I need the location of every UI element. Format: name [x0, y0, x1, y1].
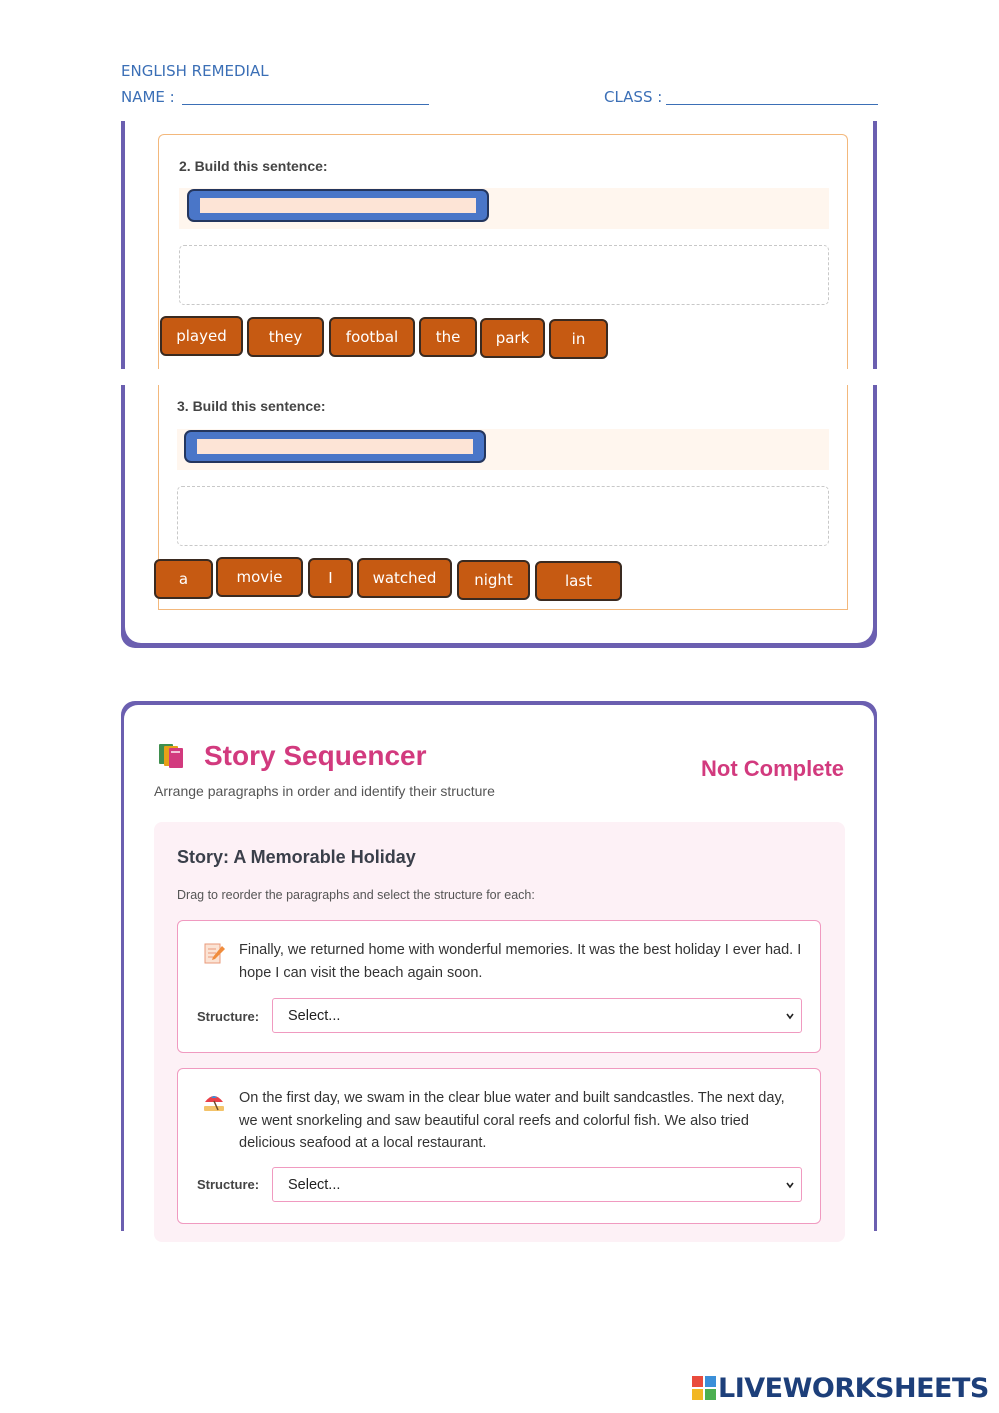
name-line[interactable]	[182, 104, 429, 105]
structure-select-value: Select...	[288, 1177, 341, 1193]
word-tile[interactable]: a	[154, 559, 213, 599]
brand-name: LIVEWORKSHEETS	[718, 1372, 989, 1404]
story-sequencer-subtitle: Arrange paragraphs in order and identify their structure	[154, 783, 495, 799]
class-line[interactable]	[666, 104, 878, 105]
beach-umbrella-icon	[202, 1089, 226, 1113]
memo-pencil-icon	[202, 941, 226, 965]
target-sentence-strip	[179, 188, 829, 229]
liveworksheets-grid-icon	[691, 1375, 717, 1401]
worksheet-title: ENGLISH REMEDIAL	[121, 62, 269, 80]
liveworksheets-logo	[691, 1372, 989, 1404]
chevron-down-icon	[785, 1180, 795, 1190]
structure-label: Structure:	[197, 1009, 260, 1024]
word-tile[interactable]: night	[457, 560, 530, 600]
story-sequencer-inner	[124, 705, 874, 1231]
structure-select-value: Select...	[288, 1008, 341, 1024]
story-sequencer-panel	[121, 701, 877, 1231]
story-title: Story: A Memorable Holiday	[177, 847, 416, 867]
word-tile[interactable]: the	[419, 317, 477, 357]
word-tile[interactable]: footbal	[329, 317, 415, 357]
story-sequencer-title: Story Sequencer	[204, 740, 427, 771]
books-icon	[158, 742, 188, 770]
section-gap	[121, 369, 877, 385]
target-sentence-strip	[177, 429, 829, 470]
story-card	[154, 822, 845, 1242]
paragraph-card[interactable]	[177, 920, 821, 1053]
paragraph-text: On the first day, we swam in the clear blue water and built sandcastles. The next day, we went snorkeling and saw beautiful coral reefs and colorful fish. We also tried delicious seafood at a local restaurant.	[239, 1090, 785, 1151]
paragraph-text: Finally, we returned home with wonderful memories. It was the best holiday I ever had. I hope I can visit the beach again soon.	[239, 942, 802, 981]
word-tile[interactable]: played	[160, 316, 243, 356]
story-instructions: Drag to reorder the paragraphs and select the structure for each:	[177, 888, 535, 902]
structure-select[interactable]	[272, 1167, 802, 1202]
completion-status: Not Complete	[701, 756, 844, 781]
answer-drop-zone[interactable]	[179, 245, 829, 305]
word-tile[interactable]: last	[535, 561, 622, 601]
question-title: 3. Build this sentence:	[177, 398, 326, 414]
word-tile[interactable]: movie	[216, 557, 303, 597]
word-tile[interactable]: watched	[357, 558, 452, 598]
target-sentence-box	[184, 430, 486, 463]
chevron-down-icon	[785, 1011, 795, 1021]
word-tile[interactable]: in	[549, 319, 608, 359]
question-title: 2. Build this sentence:	[179, 158, 328, 174]
word-tile[interactable]: park	[480, 318, 545, 358]
target-sentence-box	[187, 189, 489, 222]
word-tile[interactable]: I	[308, 558, 353, 598]
name-label: NAME :	[121, 88, 175, 106]
word-tile[interactable]: they	[247, 317, 324, 357]
answer-drop-zone[interactable]	[177, 486, 829, 546]
structure-select[interactable]	[272, 998, 802, 1033]
class-label: CLASS :	[604, 88, 663, 106]
paragraph-card[interactable]	[177, 1068, 821, 1224]
structure-label: Structure:	[197, 1177, 260, 1192]
